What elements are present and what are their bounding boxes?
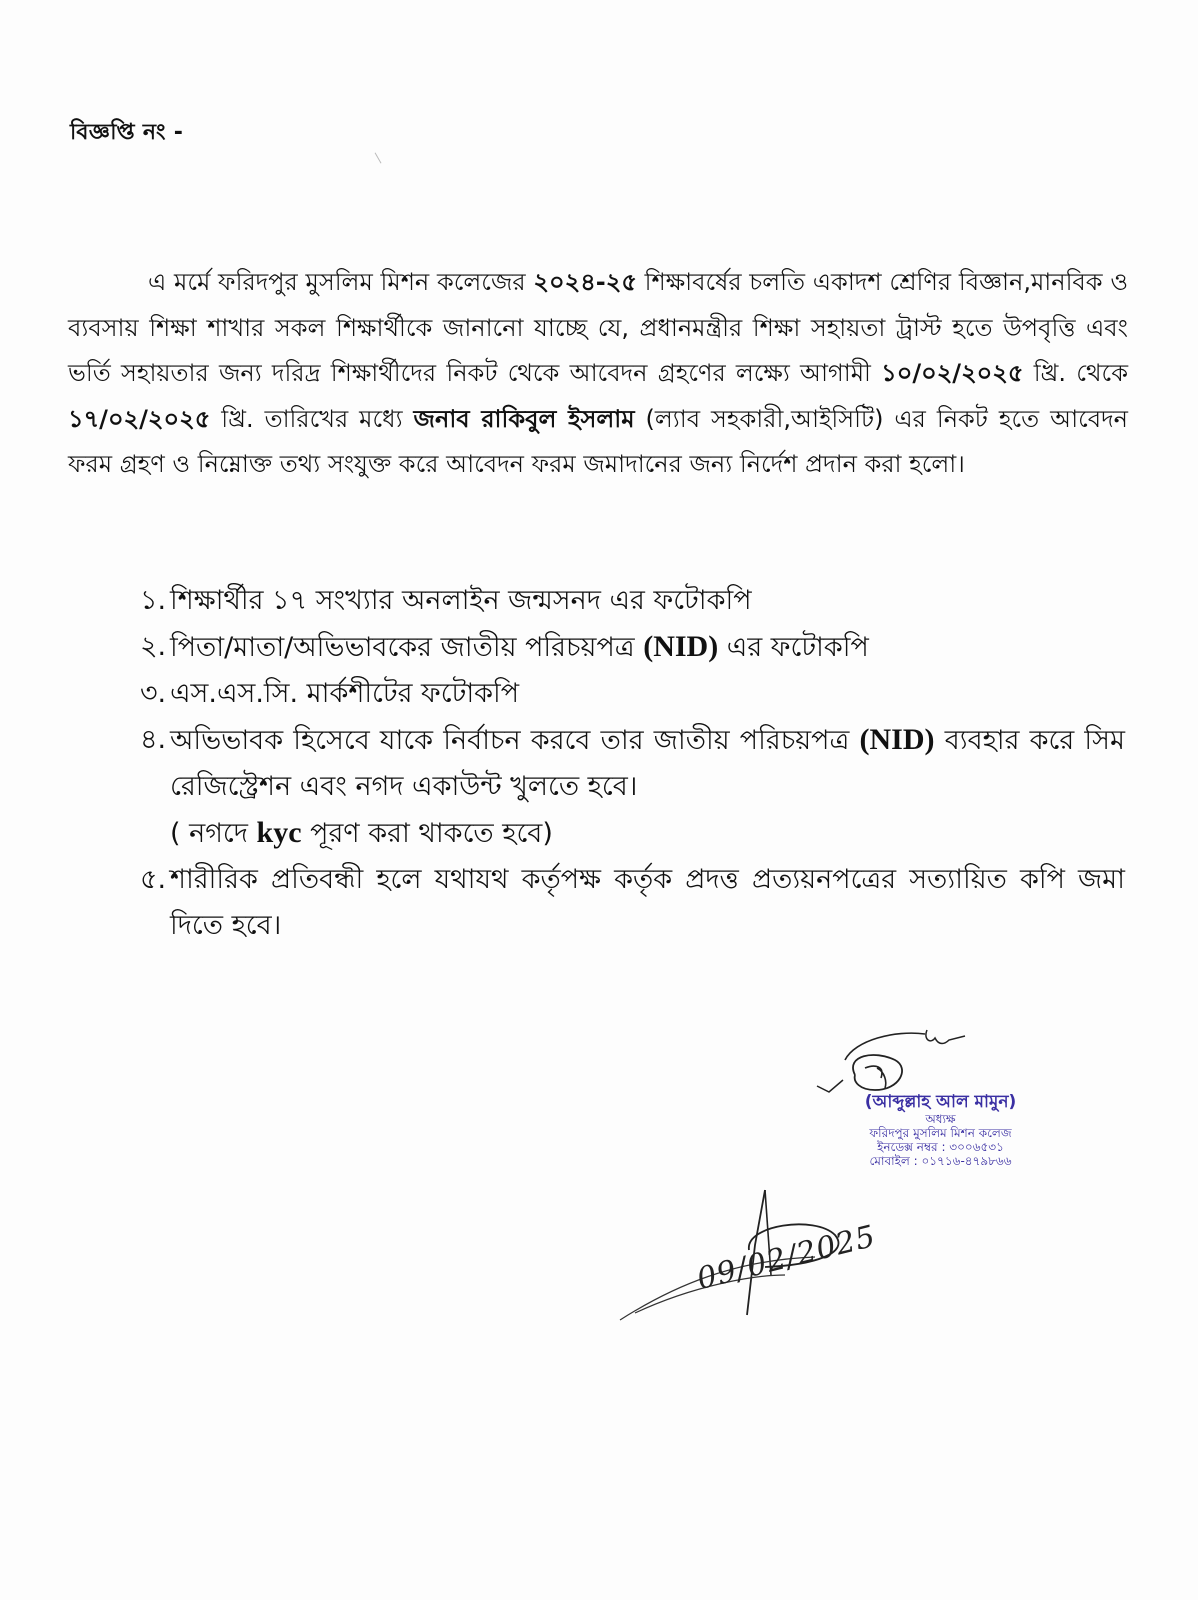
requirement-text-part: এর ফটোকপি <box>718 632 869 663</box>
handwritten-date: 09/02/2025 <box>693 1218 880 1297</box>
nid-label: (NID) <box>859 723 935 756</box>
requirement-text <box>170 624 1125 671</box>
para-text-2: শিক্ষাবর্ষের চলতি একাদশ শ্রেণির বিজ্ঞান,মানবিক ও ব্যবসায় শিক্ষা শাখার সকল শিক্ষার্থীকে জানানো যাচ্ছে যে, প্রধানমন্ত্রীর শিক্ষা সহায়তা ট্রাস্ট হতে উপবৃত্তি এবং ভর্তি সহায়তার জন্য দরিদ্র শিক্ষার্থীদের নিকট থেকে আবেদন গ্রহণের লক্ষ্যে আগামী <box>68 268 1128 387</box>
contact-name: জনাব রাকিবুল ইসলাম <box>413 404 635 433</box>
principal-signature <box>815 1020 985 1100</box>
notice-paragraph <box>68 260 1128 488</box>
institution-name: ফরিদপুর মুসলিম মিশন কলেজ <box>869 1126 1012 1140</box>
para-text-5: (ল্যাব সহকারী,আইসিটি) এর নিকট হতে আবেদন ফরম গ্রহণ ও নিম্নোক্ত তথ্য সংযুক্ত করে আবেদন ফরম জমাদানের জন্য নির্দেশ প্রদান করা হলো। <box>68 404 1128 478</box>
kyc-label: kyc <box>256 816 302 849</box>
requirement-number: ৫. <box>140 864 167 895</box>
requirement-item <box>140 717 1125 857</box>
requirement-text-part: ব্যবহার করে সিম রেজিস্ট্রেশন এবং নগদ একাউন্ট খুলতে হবে। <box>170 725 1125 802</box>
requirement-text: এস.এস.সি. মার্কশীটের ফটোকপি <box>170 678 520 709</box>
principal-designation: অধ্যক্ষ <box>925 1112 956 1126</box>
stray-mark <box>375 149 389 164</box>
para-text-1: এ মর্মে ফরিদপুর মুসলিম মিশন কলেজের <box>148 268 534 296</box>
mobile-number: মোবাইল : ০১৭১৬-৪৭৯৮৬৬ <box>869 1154 1012 1168</box>
notice-number-label: বিজ্ঞপ্তি নং - <box>70 120 184 145</box>
requirement-item <box>140 624 1125 671</box>
para-text-3: খ্রি. থেকে <box>1023 359 1128 387</box>
requirement-number: ৪. <box>140 724 167 755</box>
nid-label: (NID) <box>643 630 719 663</box>
session-year: ২০২৪-২৫ <box>533 268 637 296</box>
requirement-note <box>170 810 1125 857</box>
requirement-number: ১. <box>140 585 167 616</box>
end-date: ১৭/০২/২০২৫ <box>68 404 211 433</box>
requirements-list <box>140 578 1125 949</box>
requirement-text: শারীরিক প্রতিবন্ধী হলে যথাযথ কর্তৃপক্ষ কর্তৃক প্রদত্ত প্রত্যয়নপত্রের সত্যায়িত কপি জমা দিতে হবে। <box>170 864 1125 941</box>
requirement-text-part: পিতা/মাতা/অভিভাবকের জাতীয় পরিচয়পত্র <box>170 632 644 663</box>
requirement-item <box>140 857 1125 949</box>
principal-seal <box>818 1092 1063 1168</box>
requirement-text <box>170 717 1125 857</box>
requirement-text: শিক্ষার্থীর ১৭ সংখ্যার অনলাইন জন্মসনদ এর ফটোকপি <box>170 585 752 616</box>
principal-name: (আব্দুল্লাহ আল মামুন) <box>864 1092 1017 1112</box>
requirement-item <box>140 671 1125 717</box>
requirement-number: ৩. <box>140 678 167 709</box>
requirement-item <box>140 578 1125 624</box>
start-date: ১০/০২/২০২৫ <box>881 359 1024 387</box>
index-number: ইনডেক্স নম্বর : ৩০০৬৫৩১ <box>877 1140 1004 1154</box>
requirement-text-part: অভিভাবক হিসেবে যাকে নির্বাচন করবে তার জাতীয় পরিচয়পত্র <box>170 725 860 756</box>
requirement-number: ২. <box>140 631 167 662</box>
para-text-4: খ্রি. তারিখের মধ্যে <box>210 404 414 433</box>
note-text: ( নগদে <box>170 818 257 849</box>
note-text: পূরণ করা থাকতে হবে) <box>301 818 553 849</box>
